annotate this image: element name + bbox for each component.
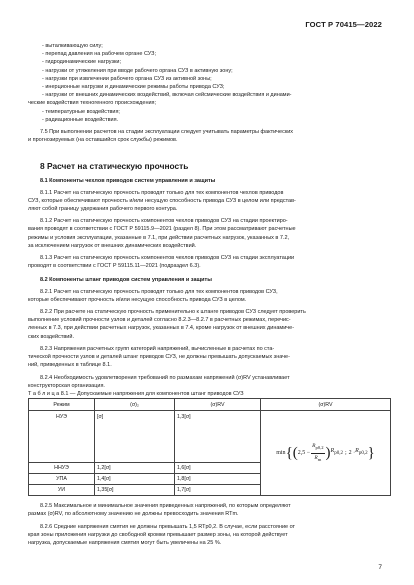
table-cell: 1,3[σ] (175, 411, 261, 463)
table-caption: Т а б л и ц а 8.1 — Допускаемые напряжения для компонентов штанг приводов СУЗ (28, 390, 244, 397)
table-cell: НУЭ (29, 411, 95, 463)
table-cell: УПА (29, 474, 95, 485)
column-header: (σ)RV (175, 399, 261, 411)
paragraph-8-1-3: 8.1.3 Расчет на статическую прочность компонентов чехлов приводов СУЗ на стадии эксплуатации проводят в соответствии с ГОСТ Р 59115.11—2021 (подраздел 6.3). (28, 255, 295, 270)
paragraph-8-2-6: 8.2.6 Средние напряжения смятия не должны превышать 1,5 RTp0,2. В случае, если расстояние от края зоны приложения нагрузки до свободной кромки превышает размер зоны, на которой действует нагрузка, допускаемые напряжения смятия могут быть увеличены на 25 %. (28, 523, 296, 546)
paragraph-8-1-2: 8.1.2 Расчет на статическую прочность компонентов чехлов приводов СУЗ на стадии проектиро- вания проводят в соответствии с ГОСТ Р 59115.9—2021 (раздел 8). При этом рассматривают расчетные режимы и условия эксплуатации, указанные в 7.1, при действии расчетных нагрузок, указанных в 7.2, за исключением нагрузок от внешних динамических воздействий. (28, 218, 296, 249)
list-item: - нагрузки от внешних динамических воздействий, включая сейсмические воздействия и динами- (42, 92, 292, 99)
list-item: - перепад давления на рабочем органе СУЗ; (42, 51, 156, 58)
table-cell: УИ (29, 485, 95, 496)
page-content (28, 42, 390, 547)
table-cell: ННУЭ (29, 463, 95, 474)
paragraph-8-2-5: 8.2.5 Максимальное и минимальное значения приведенных напряжений, по которым определяют размах (σ)RV, по абсолютному значению не должны превосходить значения RTm. (28, 503, 291, 518)
paragraph-8-2-4: 8.2.4 Необходимость удовлетворения требований по размахам напряжений (σ)RV устанавливает конструкторская организация. (28, 374, 290, 389)
table-cell: [σ] (95, 411, 175, 463)
page-number: 7 (378, 564, 382, 571)
allowable-range-formula: min { ( 2,5 − $\frac{R_{p0,2}}{R_m}$ ) $R_{p0,2}$ ; 2 · $R_{p0,2}$ } (276, 443, 375, 462)
list-item-continuation: ческие воздействия техногенного происхождения; (28, 100, 157, 107)
table-cell: 1,8[σ] (175, 474, 261, 485)
subsection-8-2-heading: 8.2 Компоненты штанг приводов систем управления и защиты (40, 277, 212, 284)
paragraph-8-2-1: 8.2.1 Расчет на статическую прочность проводят только для тех компонентов приводов СУЗ, которые обеспечивают прочность и/или несущую способность привода СУЗ в целом. (28, 288, 278, 303)
list-item: - выталкивающую силу; (42, 43, 103, 49)
table-cell: 1,2[σ] (95, 463, 175, 474)
paragraph-8-1-1: 8.1.1 Расчет на статическую прочность проводят только для тех компонентов чехлов приводов СУЗ, которые обеспечивают прочность и/или несущую способность привода СУЗ в целом или представ- ляют собой границу удержания рабочего первого контура. (28, 189, 296, 213)
list-item: - радиационные воздействия. (42, 116, 119, 123)
load-list (28, 42, 390, 124)
table-cell: 1,35[σ] (95, 485, 175, 496)
formula-cell (261, 411, 391, 496)
paragraph-8-2-2: 8.2.2 При расчете на статическую прочность применительно к штанге приводов СУЗ следует проверить выполнение условий прочности узлов и деталей согласно 8.2.3—8.2.7 в расчетных режимах, перечис- ленных в 7.3, при действии расчетных нагрузок, указанных в 7.4, кроме нагрузок от внешних динамиче- ских воздействий. (28, 309, 306, 340)
column-header: (σ)RV (261, 399, 391, 411)
standard-header: ГОСТ Р 70415—2022 (305, 20, 382, 29)
list-item: - гидродинамические нагрузки; (42, 59, 121, 66)
allowable-stress-table (28, 398, 391, 496)
list-item: - нагрузки при извлечении рабочего органа СУЗ из активной зоны; (42, 75, 212, 82)
section-8-heading: 8 Расчет на статическую прочность (40, 161, 189, 172)
list-item: - инерционные нагрузки и динамические режимы работы привода СУЗ; (42, 84, 225, 91)
column-header: Режим (29, 399, 95, 411)
table-header-row (29, 399, 391, 411)
list-item: - температурные воздействия; (42, 108, 120, 115)
table-row (29, 411, 391, 463)
subsection-8-1-heading: 8.1 Компоненты чехлов приводов систем управления и защиты (40, 178, 216, 185)
table-cell: 1,4[σ] (95, 474, 175, 485)
list-item: - нагрузки от утяжеления при вводе рабочего органа СУЗ в активную зону; (42, 67, 233, 74)
table-cell: 1,6[σ] (175, 463, 261, 474)
paragraph-7-5: 7.5 При выполнении расчетов на стадии эксплуатации следует учитывать параметры фактических и прогнозируемых (на оставшийся срок службы) режимов. (28, 129, 294, 144)
column-header: (σ)₂ (95, 399, 175, 411)
paragraph-8-2-3: 8.2.3 Напряжения расчетных групп категорий напряжений, вычисленные в расчетах по ста- тической прочности узлов и деталей штанг приводов СУЗ, не должны превышать допускаемых значе- ний, приведенных в таблице 8.1. (28, 345, 290, 369)
table-cell: 1,7[σ] (175, 485, 261, 496)
